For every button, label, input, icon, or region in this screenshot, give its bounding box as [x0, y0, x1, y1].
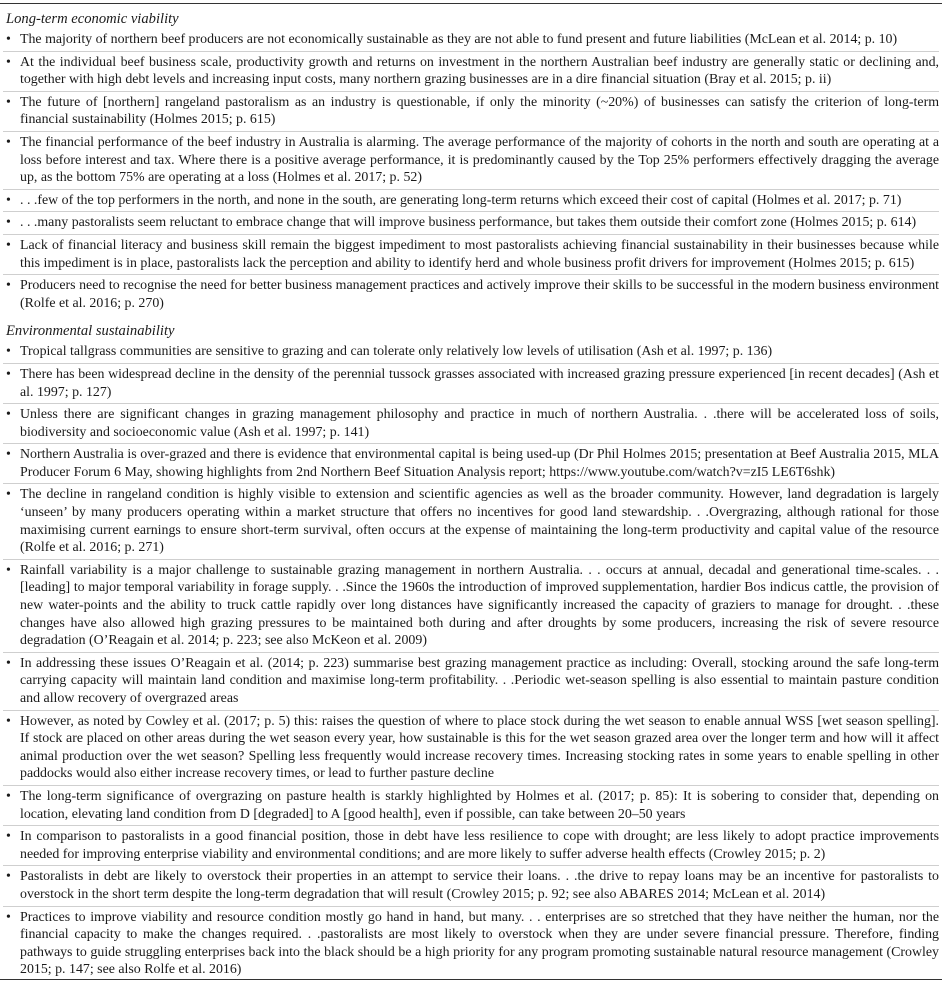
bullet: •: [6, 447, 11, 463]
bullet: •: [6, 215, 11, 231]
bullet: •: [6, 829, 11, 845]
bullet: •: [6, 134, 11, 150]
bullet: •: [6, 278, 11, 294]
list-item: [3, 404, 939, 444]
section-environmental-sustainability: [0, 322, 942, 981]
item-text: Practices to improve viability and resource condition mostly go hand in hand, but many. . . enterprises are so stretched that they have neither the human, nor the financial capacity to make the changes required. . .pastoralists are most likely to overstock when they are under severe financial pressure. Therefore, finding pathways to guide struggling enterprises back into the black should be a high priority for any program promoting sustainable natural resource management (Crowley 2015; p. 147; see also Rolfe et al. 2016): [20, 909, 939, 978]
item-text: The financial performance of the beef industry in Australia is alarming. The average performance of the majority of cohorts in the north and south are operating at a loss before interest and tax. Where there is a positive average performance, it is predominantly caused by the Top 25% performers effectively dragging the average up, as the bottom 75% are operating at a loss (Holmes et al. 2017; p. 52): [20, 134, 939, 186]
item-text: . . .many pastoralists seem reluctant to embrace change that will improve business performance, but takes them outside their comfort zone (Holmes 2015; p. 614): [20, 215, 917, 231]
section-economic-viability: [0, 10, 942, 314]
item-text: In comparison to pastoralists in a good financial position, those in debt have less resilience to cope with drought; are less likely to adopt practice improvements needed for improving enterprise viability and environmental conditions; and are more likely to suffer adverse health effects (Crowley 2015; p. 2): [20, 829, 939, 862]
item-text: The future of [northern] rangeland pastoralism as an industry is questionable, if only the minority (~20%) of businesses can satisfy the criterion of long-term financial sustainability (Holmes 2015; p. 615): [20, 94, 939, 128]
section-title: Long-term economic viability: [6, 11, 179, 27]
bullet: •: [6, 54, 11, 70]
section-title: Environmental sustainability: [6, 323, 175, 340]
bullet: •: [6, 788, 11, 804]
item-text: . . .few of the top performers in the north, and none in the south, are generating long-term returns which exceed their cost of capital (Holmes et al. 2017; p. 71): [20, 192, 902, 208]
bullet: •: [6, 94, 11, 110]
bullet: •: [6, 713, 11, 729]
item-text: Producers need to recognise the need for better business management practices and actively improve their skills to be successful in the modern business environment (Rolfe et al. 2016; p. 270): [20, 278, 939, 311]
list-item: [3, 235, 939, 275]
list-item: [3, 866, 939, 906]
item-text: However, as noted by Cowley et al. (2017; p. 5) this: raises the question of where to place stock during the wet season to enable annual WSS [wet season spelling]. If stock are placed on other areas during the wet season every year, how sustainable is this for the wet season grazed area over the longer term and how will it affect animal production over the wet season? Spelling less frequently would increase recovery times. Increasing stocking rates in some years to enable spelling in other paddocks would also either increase recovery times, or lead to further pasture decline: [20, 713, 939, 782]
item-text: Pastoralists in debt are likely to overstock their properties in an attempt to service their loans. . .the drive to repay loans may be an incentive for pastoralists to overstock in the short term despite the long-term degradation that will result (Crowley 2015; p. 92; see also ABARES 2014; McLean et al. 2014): [20, 869, 939, 902]
list-item: [3, 484, 939, 559]
item-text: Rainfall variability is a major challenge to sustainable grazing management in northern Australia. . . occurs at annual, decadal and generational time-scales. . . [leading] to major temporal variability in forage supply. . .Since the 1960s the introduction of improved supplementation, hardier Bos indicus cattle, the provision of new water-points and the ability to truck cattle rapidly over long distances have significantly increased the capacity of graziers to manage for drought. . .these changes have also allowed high grazing pressures to be maintained both during and after droughts by some producers, increasing the risk of severe resource degradation (O’Reagain et al. 2014; p. 223; see also McKeon et al. 2009): [20, 562, 939, 649]
bullet: •: [6, 655, 11, 671]
item-text: The majority of northern beef producers are not economically sustainable as they are not able to fund present and future liabilities (McLean et al. 2014; p. 10): [20, 32, 898, 47]
list-item: [3, 275, 939, 314]
bullet: •: [6, 344, 11, 360]
item-text: The decline in rangeland condition is highly visible to extension and scientific agencies as well as the broader community. However, land degradation is largely ‘unseen’ by many producers operating within a market structure that offers no incentives for good land stewardship. . .Overgrazing, although rational for those maximising current earnings to ensure short-term survival, often occurs at the expense of maintaining the long-term productivity and capital value of the resource (Rolfe et al. 2016; p. 271): [20, 487, 939, 556]
bullet: •: [6, 487, 11, 503]
list-item: [3, 826, 939, 866]
bullet: •: [6, 407, 11, 423]
bullet: •: [6, 366, 11, 382]
item-text: At the individual beef business scale, productivity growth and returns on investment in the northern Australian beef industry are generally static or declining and, together with high debt levels and increasing input costs, many northern grazing businesses are in a dire financial situation (Bray et al. 2015; p. ii): [20, 54, 939, 88]
list-item: [3, 341, 939, 364]
item-text: Northern Australia is over-grazed and there is evidence that environmental capital is being used-up (Dr Phil Holmes 2015; presentation at Beef Australia 2015, MLA Producer Forum 6 May, showing highlights from 2nd Northern Beef Situation Analysis report; https://www.youtube.com/watch?v=zI5 LE6T6shk): [20, 447, 939, 480]
bottom-rule: [0, 979, 942, 980]
bullet: •: [6, 237, 11, 253]
top-rule: [0, 3, 942, 4]
list-item: [3, 190, 939, 213]
bullet: •: [6, 192, 11, 208]
list-item: [3, 560, 939, 653]
item-text: The long-term significance of overgrazing on pasture health is starkly highlighted by Holmes et al. (2017; p. 85): It is sobering to consider that, depending on location, elevating land condition from D [degraded] to A [good health], even if possible, can take between 20–50 years: [20, 788, 939, 822]
bullet: •: [6, 869, 11, 885]
list-item: [3, 364, 939, 404]
quote-list: [3, 341, 939, 981]
item-text: Unless there are significant changes in grazing management philosophy and practice in much of northern Australia. . .there will be accelerated loss of soils, biodiversity and socioeconomic value (Ash et al. 1997; p. 141): [20, 407, 939, 440]
list-item: [3, 132, 939, 190]
bullet: •: [6, 909, 11, 925]
item-text: Tropical tallgrass communities are sensitive to grazing and can tolerate only relatively low levels of utilisation (Ash et al. 1997; p. 136): [20, 344, 773, 360]
bullet: •: [6, 32, 11, 47]
list-item: [3, 907, 939, 981]
list-item: [3, 52, 939, 92]
list-item: [3, 786, 939, 826]
list-item: [3, 711, 939, 786]
list-item: [3, 212, 939, 235]
list-item: [3, 444, 939, 484]
item-text: Lack of financial literacy and business skill remain the biggest impediment to most pastoralists achieving financial sustainability in their businesses because while this impediment is in place, pastoralists lack the perception and ability to identify herd and whole business profit drivers for improvement (Holmes 2015; p. 615): [20, 237, 939, 271]
list-item: [3, 92, 939, 132]
quote-list: [3, 29, 939, 314]
item-text: There has been widespread decline in the density of the perennial tussock grasses associated with increased grazing pressure experienced [in recent decades] (Ash et al. 1997; p. 127): [20, 366, 939, 400]
list-item: [3, 653, 939, 711]
bullet: •: [6, 562, 11, 578]
item-text: In addressing these issues O’Reagain et al. (2014; p. 223) summarise best grazing management practice as including: Overall, stocking around the safe long-term carrying capacity will maintain land condition and maximise long-term profitability. . .Periodic wet-season spelling is also essential to maintain pasture condition and allow recovery of overgrazed areas: [20, 655, 939, 706]
list-item: [3, 29, 939, 52]
